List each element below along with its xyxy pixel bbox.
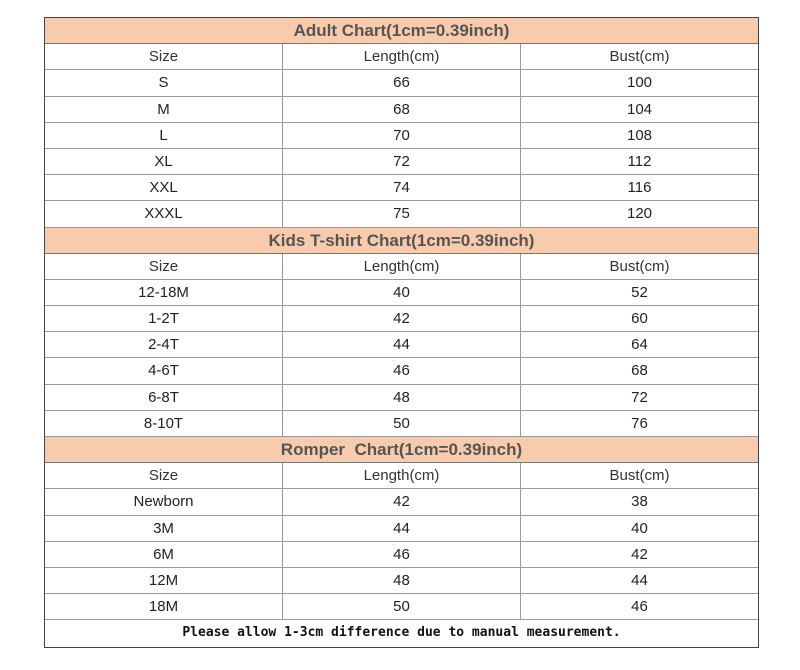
length-cell: 75 — [283, 201, 521, 226]
table-row — [45, 489, 758, 515]
header-length: Length(cm) — [283, 44, 521, 69]
size-cell: 2-4T — [45, 332, 283, 357]
bust-cell: 44 — [631, 571, 648, 589]
header-length: Length(cm) — [283, 254, 521, 279]
size-cell: L — [45, 123, 283, 148]
table-row — [45, 123, 758, 149]
header-bust: Bust(cm) — [609, 467, 670, 485]
length-cell: 46 — [283, 358, 521, 383]
length-cell: 66 — [283, 70, 521, 95]
size-cell: 3M — [45, 516, 283, 541]
size-chart-table — [44, 17, 759, 648]
header-row-kids — [45, 254, 758, 280]
table-row — [45, 97, 758, 123]
table-row — [45, 568, 758, 594]
table-row — [45, 542, 758, 568]
size-cell: 12-18M — [45, 280, 283, 305]
length-cell: 48 — [283, 385, 521, 410]
bust-cell: 108 — [626, 126, 653, 144]
length-cell: 74 — [283, 175, 521, 200]
header-bust: Bust(cm) — [609, 257, 670, 275]
measurement-note: Please allow 1-3cm difference due to manual measurement. — [182, 625, 621, 641]
bust-cell: 42 — [631, 545, 648, 563]
header-row-romper — [45, 463, 758, 489]
bust-cell: 116 — [627, 179, 652, 197]
header-size: Size — [45, 463, 283, 488]
length-cell: 68 — [283, 97, 521, 122]
header-size: Size — [45, 44, 283, 69]
size-cell: Newborn — [45, 489, 283, 514]
length-cell: 70 — [283, 123, 521, 148]
size-cell: XL — [45, 149, 283, 174]
length-cell: 46 — [283, 542, 521, 567]
size-cell: XXL — [45, 175, 283, 200]
section-title-adult: Adult Chart(1cm=0.39inch) — [45, 18, 758, 44]
size-cell: 6-8T — [45, 385, 283, 410]
size-cell: 12M — [45, 568, 283, 593]
size-cell: 8-10T — [45, 411, 283, 436]
bust-cell: 40 — [631, 519, 648, 537]
header-size: Size — [45, 254, 283, 279]
bust-cell: 76 — [631, 414, 648, 432]
bust-cell: 46 — [631, 598, 648, 616]
table-row — [45, 280, 758, 306]
size-cell: 18M — [45, 594, 283, 619]
table-row — [45, 594, 758, 620]
bust-cell: 120 — [626, 205, 653, 223]
header-length: Length(cm) — [283, 463, 521, 488]
length-cell: 48 — [283, 568, 521, 593]
length-cell: 44 — [283, 516, 521, 541]
length-cell: 40 — [283, 280, 521, 305]
size-cell: 1-2T — [45, 306, 283, 331]
header-row-adult — [45, 44, 758, 70]
size-cell: 6M — [45, 542, 283, 567]
bust-cell: 52 — [631, 283, 648, 301]
bust-cell: 100 — [626, 74, 653, 92]
table-row — [45, 175, 758, 201]
length-cell: 72 — [283, 149, 521, 174]
length-cell: 50 — [283, 594, 521, 619]
size-cell: XXXL — [45, 201, 283, 226]
length-cell: 42 — [283, 489, 521, 514]
size-cell: S — [45, 70, 283, 95]
bust-cell: 68 — [631, 362, 648, 380]
size-cell: 4-6T — [45, 358, 283, 383]
table-row — [45, 70, 758, 96]
bust-cell: 72 — [631, 388, 648, 406]
length-cell: 44 — [283, 332, 521, 357]
length-cell: 42 — [283, 306, 521, 331]
table-row — [45, 358, 758, 384]
bust-cell: 60 — [631, 310, 648, 328]
table-row — [45, 201, 758, 227]
bust-cell: 64 — [631, 336, 648, 354]
table-row — [45, 332, 758, 358]
bust-cell: 112 — [627, 152, 652, 170]
table-row — [45, 385, 758, 411]
size-cell: M — [45, 97, 283, 122]
section-title-kids: Kids T-shirt Chart(1cm=0.39inch) — [45, 228, 758, 254]
header-bust: Bust(cm) — [609, 48, 670, 66]
section-title-romper: Romper Chart(1cm=0.39inch) — [45, 437, 758, 463]
table-row — [45, 411, 758, 437]
bust-cell: 38 — [631, 493, 648, 511]
bust-cell: 104 — [626, 100, 653, 118]
length-cell: 50 — [283, 411, 521, 436]
table-row — [45, 149, 758, 175]
table-row — [45, 306, 758, 332]
table-row — [45, 516, 758, 542]
